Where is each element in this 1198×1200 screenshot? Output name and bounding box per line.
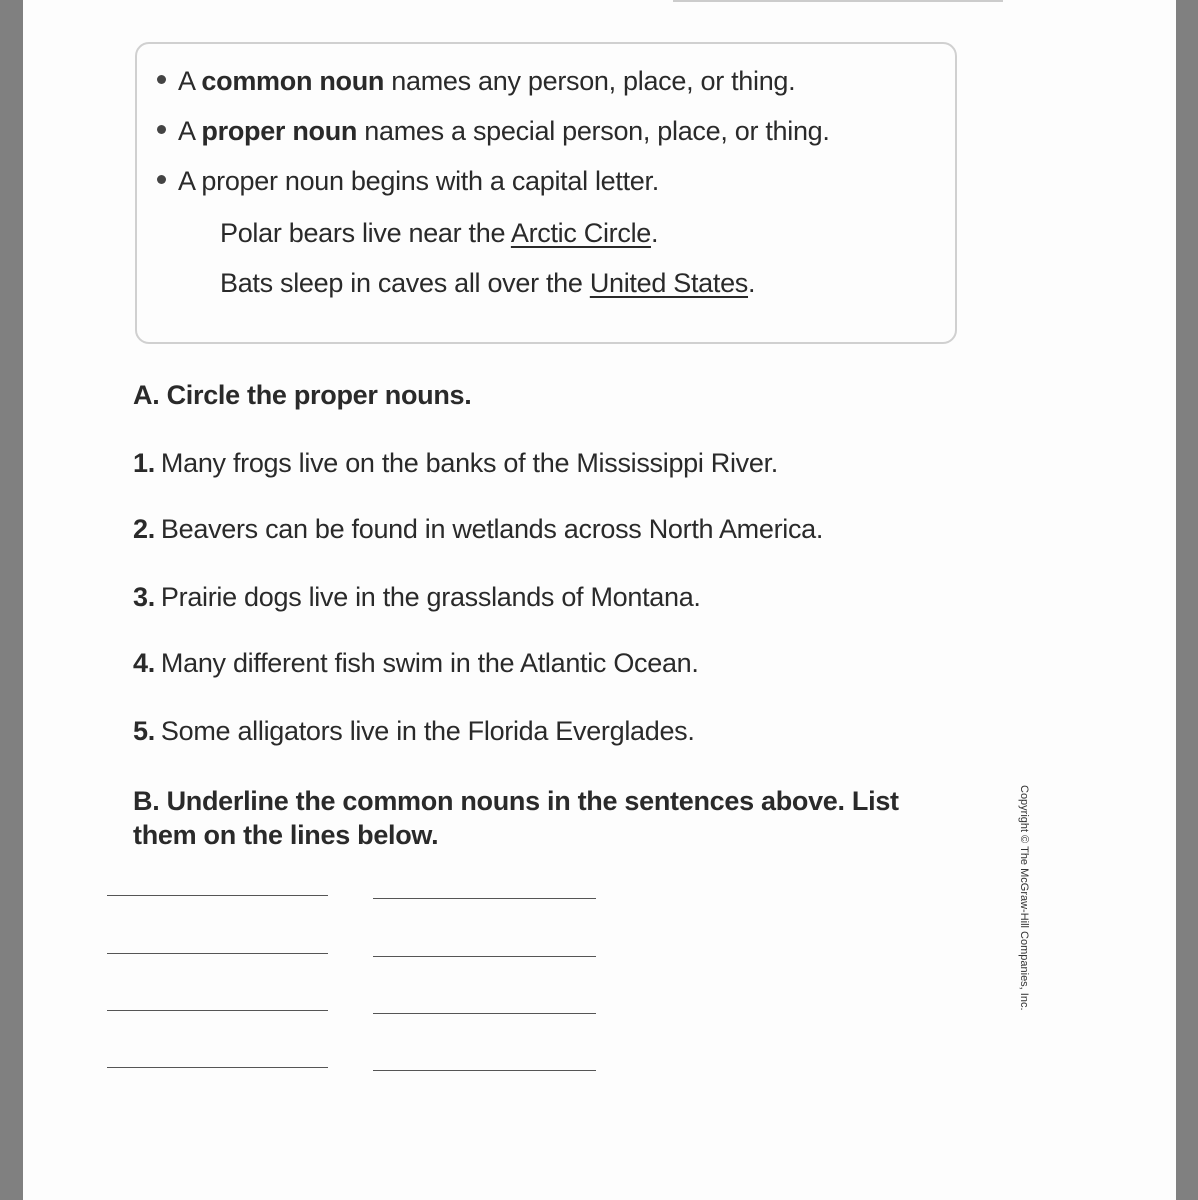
example-text: . bbox=[650, 218, 659, 248]
section-b-heading-line2: them on the lines below. bbox=[133, 820, 439, 850]
item-number: 5. bbox=[133, 716, 155, 746]
section-a-heading: A. Circle the proper nouns. bbox=[133, 380, 472, 410]
example-text: Bats sleep in caves all over the bbox=[220, 268, 590, 298]
bullet-term: proper noun bbox=[201, 116, 358, 146]
example-sentence bbox=[220, 218, 658, 249]
exercise-item bbox=[133, 448, 778, 479]
item-text: Many different fish swim in the Atlantic Ocean. bbox=[160, 648, 699, 678]
item-number: 1. bbox=[133, 448, 155, 478]
item-number: 4. bbox=[133, 648, 155, 678]
example-sentence bbox=[220, 268, 755, 299]
copyright-notice: Copyright © The McGraw-Hill Companies, Inc. bbox=[1018, 785, 1030, 1011]
answer-line[interactable] bbox=[107, 1010, 328, 1011]
item-text: Many frogs live on the banks of the Mississippi River. bbox=[160, 448, 778, 478]
exercise-item bbox=[133, 648, 699, 679]
example-text: . bbox=[748, 268, 756, 298]
worksheet-page bbox=[23, 0, 1176, 1200]
answer-line[interactable] bbox=[373, 1070, 596, 1071]
answer-line[interactable] bbox=[373, 956, 596, 957]
bullet-text: A proper noun begins with a capital letter. bbox=[178, 166, 659, 196]
item-text: Some alligators live in the Florida Everglades. bbox=[160, 716, 695, 746]
answer-line[interactable] bbox=[373, 898, 596, 899]
answer-line[interactable] bbox=[107, 895, 328, 896]
bullet-term: common noun bbox=[201, 66, 385, 96]
rule-bullet bbox=[157, 116, 830, 147]
item-text: Prairie dogs live in the grasslands of Montana. bbox=[160, 582, 701, 612]
exercise-item bbox=[133, 582, 701, 613]
example-proper-noun: United States bbox=[589, 268, 749, 298]
bullet-icon bbox=[157, 125, 166, 134]
item-number: 3. bbox=[133, 582, 155, 612]
top-edge-line bbox=[673, 0, 1003, 2]
bullet-text: names any person, place, or thing. bbox=[384, 66, 796, 96]
answer-line[interactable] bbox=[107, 1067, 328, 1068]
exercise-item bbox=[133, 716, 695, 747]
rule-bullet bbox=[157, 166, 659, 197]
example-text: Polar bears live near the bbox=[220, 218, 511, 248]
bullet-text: names a special person, place, or thing. bbox=[357, 116, 830, 146]
answer-line[interactable] bbox=[107, 953, 328, 954]
bullet-text: A bbox=[178, 116, 202, 146]
bullet-text: A bbox=[178, 66, 202, 96]
rule-bullet bbox=[157, 66, 795, 97]
item-number: 2. bbox=[133, 514, 155, 544]
bullet-icon bbox=[157, 175, 166, 184]
answer-line[interactable] bbox=[373, 1013, 596, 1014]
exercise-item bbox=[133, 514, 823, 545]
section-b-heading-line1: B. Underline the common nouns in the sentences above. List bbox=[133, 786, 899, 816]
bullet-icon bbox=[157, 75, 166, 84]
item-text: Beavers can be found in wetlands across North America. bbox=[160, 514, 824, 544]
example-proper-noun: Arctic Circle bbox=[510, 218, 651, 248]
